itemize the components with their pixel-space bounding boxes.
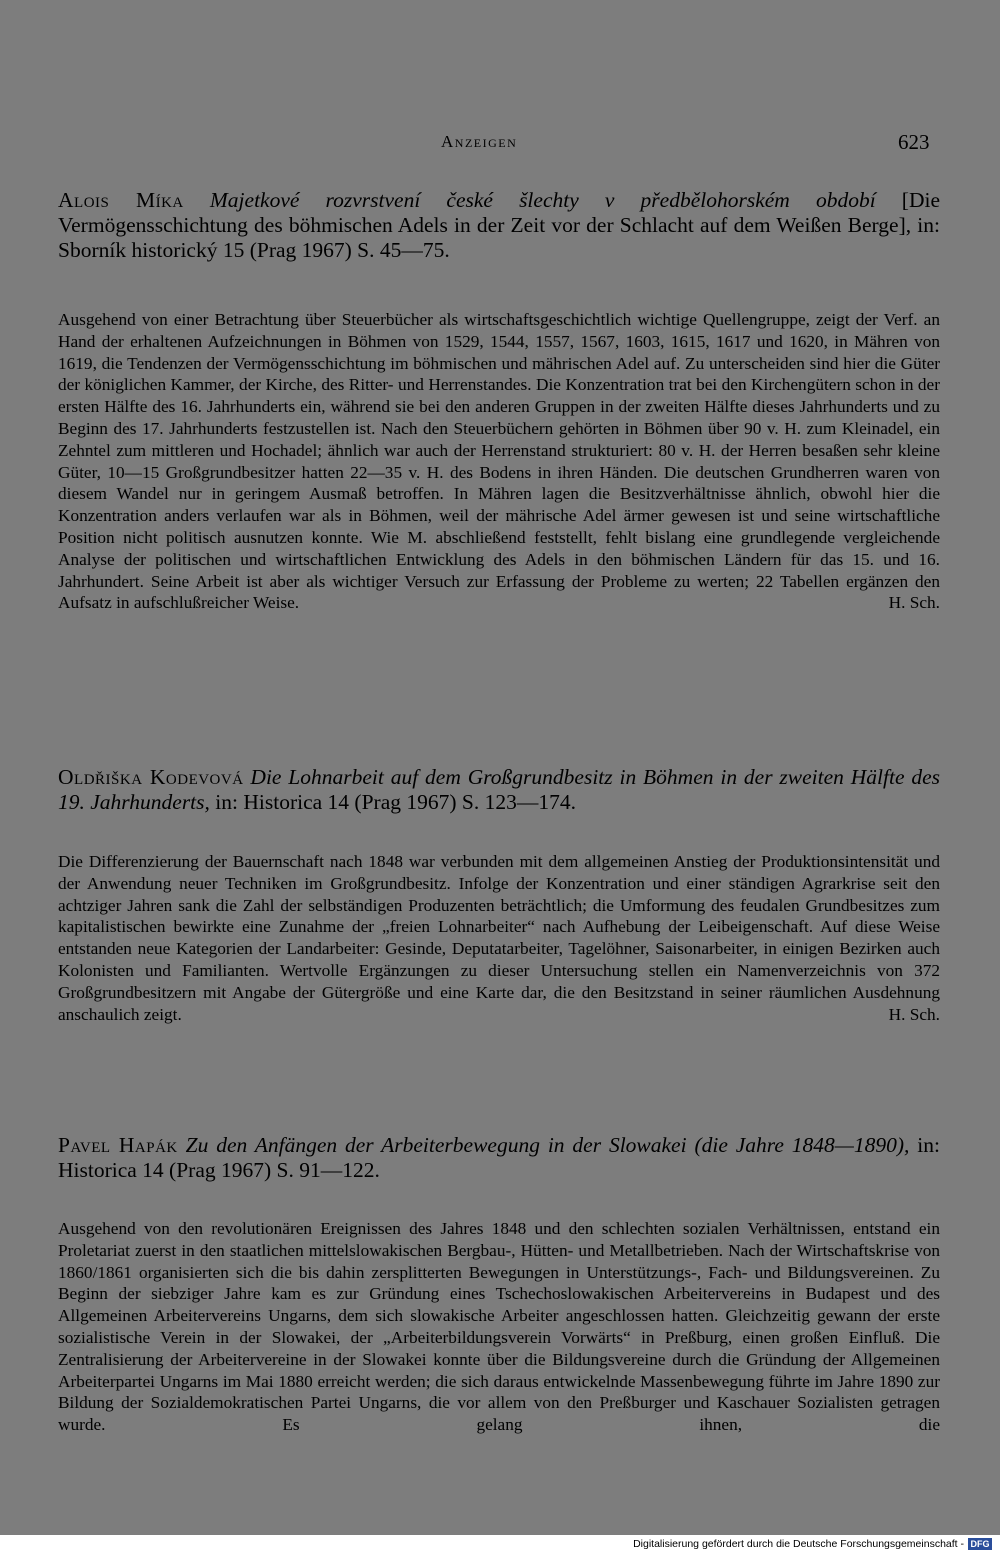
entry-author: Oldřiška Kodevová (58, 765, 244, 789)
entry-citation: [Die Vermögensschichtung des böhmischen Adels in der Zeit vor der Schlacht auf dem Weißen Berge], in: Sborník historický 15 (Prag 1967) S. 45—75. (58, 188, 940, 262)
entry-abstract (58, 1218, 940, 1458)
entry-heading (58, 1133, 940, 1183)
entry-title: Die Lohnarbeit auf dem Großgrundbesitz in Böhmen in der zweiten Hälfte des 19. Jahrhunderts, (58, 765, 940, 814)
abstract-text: Ausgehend von einer Betrachtung über Steuerbücher als wirtschaftsgeschichtlich wichtige Quellengruppe, zeigt der Verf. an Hand der erhaltenen Aufzeichnungen in Böhmen von 1529, 1544, 1557, 1567, 1603, 1615, 1617 und 1620, in Mähren von 1619, die Tendenzen der Vermögensschichtung im böhmischen und mährischen Adel auf. Zu unterscheiden sind hier die Güter der königlichen Kammer, der Kirche, des Ritter- und Herrenstandes. Die Konzentration trat bei den Kirchengütern schon in der ersten Hälfte des 16. Jahrhunderts ein, während sie bei den anderen Gruppen in der zweiten Hälfte dieses Jahrhunderts und zu Beginn des 17. Jahrhunderts festzustellen ist. Nach den Steuerbüchern gehörten in Böhmen über 90 v. H. zum Kleinadel, ein Zehntel zum mittleren und Hochadel; ähnlich war auch der Herrenstand strukturiert: 80 v. H. der Herren besaßen sehr kleine Güter, 10—15 Großgrundbesitzer hatten 22—35 v. H. des Bodens in ihren Händen. Die deutschen Grundherren waren von diesem Wandel nur in geringem Ausmaß betroffen. In Mähren lagen die Besitzverhältnisse ähnlich, obwohl hier die Konzentration anders verlaufen war als in Böhmen, weil der mährische Adel ärmer gewesen ist und seine wirtschaftliche Position nicht politisch ausnutzen konnte. Wie M. abschließend feststellt, fehlt bislang eine grundlegende vergleichende Analyse der politischen und wirtschaftlichen Entwicklung des Adels in den böhmischen Ländern für das 15. und 16. Jahrhundert. Seine Arbeit ist aber als wichtiger Versuch zur Erfassung der Probleme zu werten; 22 Tabellen ergänzen den Aufsatz in aufschlußreicher Weise. (58, 310, 940, 613)
reviewer-signature: H. Sch. (888, 1004, 940, 1024)
abstract-text: Die Differenzierung der Bauernschaft nach 1848 war verbunden mit dem allgemeinen Anstieg der Produktionsintensität und der Anwendung neuer Techniken im Großgrundbesitz. Infolge der Konzentration und einer ständigen Agrarkrise seit den achtziger Jahren sank die Zahl der selbständigen Produzenten beträchtlich; die Umformung des feudalen Grundbesitzes zum kapitalistischen bewirkte eine Zunahme der „freien Lohnarbeiter“ nach Aufhebung der Leibeigenschaft. Auf diese Weise entstanden neue Kategorien der Landarbeiter: Gesinde, Deputatarbeiter, Tagelöhner, Saisonarbeiter, in einigen Bezirken auch Kolonisten und Familianten. Wertvolle Ergänzungen zu dieser Untersuchung stellen ein Namenverzeichnis von 372 Großgrundbesitzern mit Angabe der Gütergröße und eine Karte dar, die den Besitzstand in seiner räumlichen Ausdehnung anschaulich zeigt. (58, 852, 940, 1024)
reviewer-signature: H. Sch. (888, 593, 940, 613)
entry-title: Majetkové rozvrstvení české šlechty v předbělohorském období (209, 188, 876, 212)
entry-citation: in: Historica 14 (Prag 1967) S. 91—122. (58, 1133, 940, 1182)
entry-citation: in: Historica 14 (Prag 1967) S. 123—174. (209, 790, 576, 814)
running-header: Anzeigen (441, 132, 518, 151)
footer-bar (0, 1535, 1000, 1554)
entry-abstract (58, 851, 940, 1025)
dfg-logo-icon: DFG (968, 1538, 992, 1550)
page-number: 623 (898, 130, 930, 154)
entry-author: Pavel Hapák (58, 1133, 178, 1157)
funding-notice: Digitalisierung gefördert durch die Deutsche Forschungsgemeinschaft - (633, 1538, 964, 1550)
entry-title: Zu den Anfängen der Arbeiterbewegung in der Slowakei (die Jahre 1848—1890), (185, 1133, 910, 1157)
entry-heading (58, 188, 940, 263)
abstract-text: Ausgehend von den revolutionären Ereignissen des Jahres 1848 und den schlechten sozialen Verhältnissen, entstand ein Proletariat zuerst in den staatlichen mittelslowakischen Bergbau-, Hütten- und Metallbetrieben. Nach der Wirtschaftskrise von 1860/1861 organisierten sich die bis dahin zersplitterten Bewegungen in Unterstützungs-, Fach- und Bildungsvereinen. Zu Beginn der siebziger Jahre kam es zur Gründung eines Tschechoslowakischen Arbeitervereins in Budapest und des Allgemeinen Arbeitervereins Ungarns, dem sich slowakische Arbeiter angeschlossen hatten. Gleichzeitig gewann der erste sozialistische Verein in der Slowakei, der „Arbeiterbildungsverein Vorwärts“ in Preßburg, einen großen Einfluß. Die Zentralisierung der Arbeitervereine in der Slowakei konnte über die Bildungsvereine durch die Gründung der Allgemeinen Arbeiterpartei Ungarns im Mai 1880 erreicht werden; die sich daraus entwickelnde Massenbewegung führte im Jahre 1890 zur Bildung der Sozialdemokratischen Partei Ungarns, die vor allem von den Preßburger und Kaschauer Sozialisten getragen wurde. Es gelang ihnen, die (58, 1219, 940, 1435)
entry-heading (58, 765, 940, 815)
entry-abstract (58, 309, 940, 614)
entry-author: Alois Míka (58, 188, 184, 212)
